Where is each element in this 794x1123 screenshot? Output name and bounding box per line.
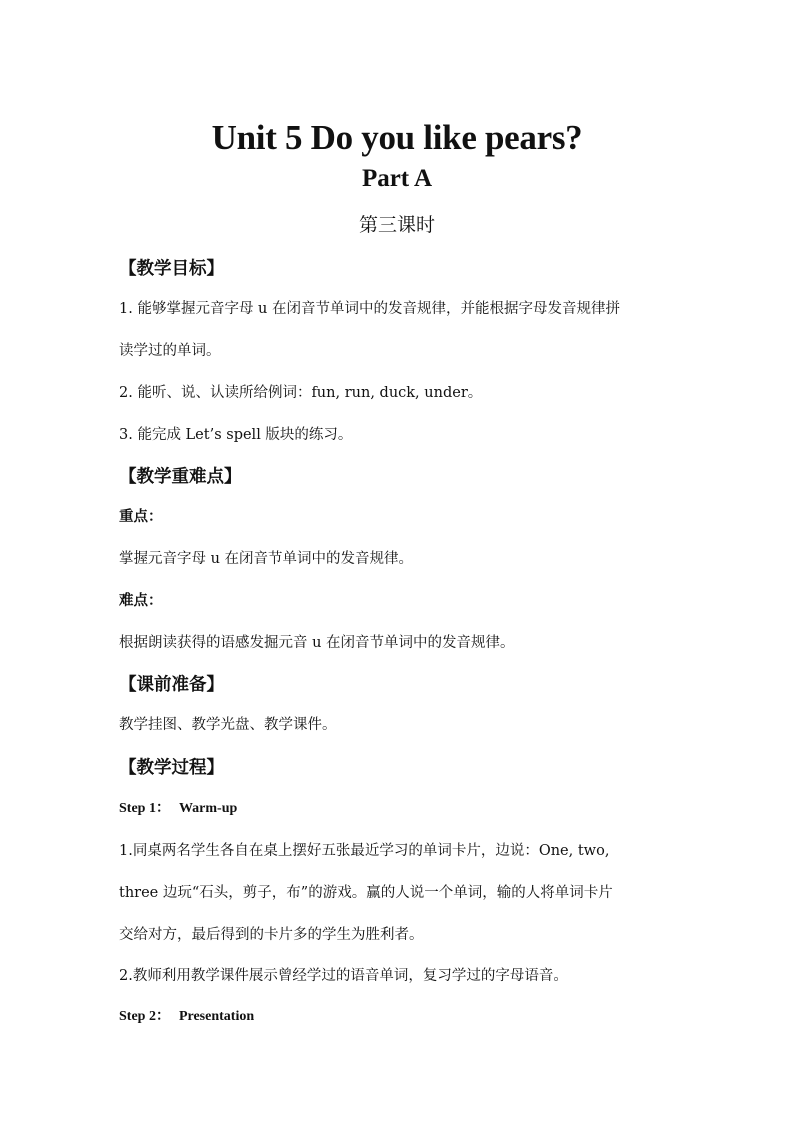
process-heading: 【教学过程】	[119, 758, 224, 778]
goals-heading: 【教学目标】	[119, 259, 224, 279]
step-1-line-1: 1.同桌两名学生各自在桌上摆好五张最近学习的单词卡片，边说：One, two,	[119, 843, 610, 859]
goals-line-2: 读学过的单词。	[119, 343, 221, 359]
goals-line-3: 2. 能听、说、认读所给例词：fun, run, duck, under。	[119, 385, 483, 401]
step-1-name: Warm-up	[178, 801, 238, 816]
difficult-text: 根据朗读获得的语感发掘元音 u 在闭音节单词中的发音规律。	[119, 635, 515, 651]
difficult-label: 难点：	[119, 592, 163, 609]
step-1-line-2: three 边玩“石头，剪子，布”的游戏。赢的人说一个单词，输的人将单词卡片	[119, 885, 613, 901]
key-text: 掌握元音字母 u 在闭音节单词中的发音规律。	[119, 551, 414, 567]
goals-line-4: 3. 能完成 Let’s spell 版块的练习。	[119, 427, 353, 443]
step-1-label: Step 1：	[119, 801, 170, 816]
preparation-heading: 【课前准备】	[119, 675, 224, 695]
lesson-label: 第三课时	[358, 214, 435, 236]
document-title: Unit 5 Do you like pears?	[211, 118, 583, 157]
step-2-name: Presentation	[178, 1009, 255, 1024]
step-2-label: Step 2：	[119, 1009, 170, 1024]
step-1-line-4: 2.教师利用教学课件展示曾经学过的语音单词，复习学过的字母语音。	[119, 968, 568, 984]
key-label: 重点：	[119, 508, 163, 525]
step-1-line-3: 交给对方，最后得到的卡片多的学生为胜利者。	[119, 927, 424, 943]
document-subtitle: Part A	[361, 165, 433, 192]
preparation-text: 教学挂图、教学光盘、教学课件。	[119, 717, 337, 733]
step-2-heading	[119, 1005, 254, 1025]
goals-line-1: 1. 能够掌握元音字母 u 在闭音节单词中的发音规律，并能根据字母发音规律拼	[119, 301, 620, 317]
key-points-heading: 【教学重难点】	[119, 467, 242, 487]
step-1-heading	[119, 797, 237, 817]
